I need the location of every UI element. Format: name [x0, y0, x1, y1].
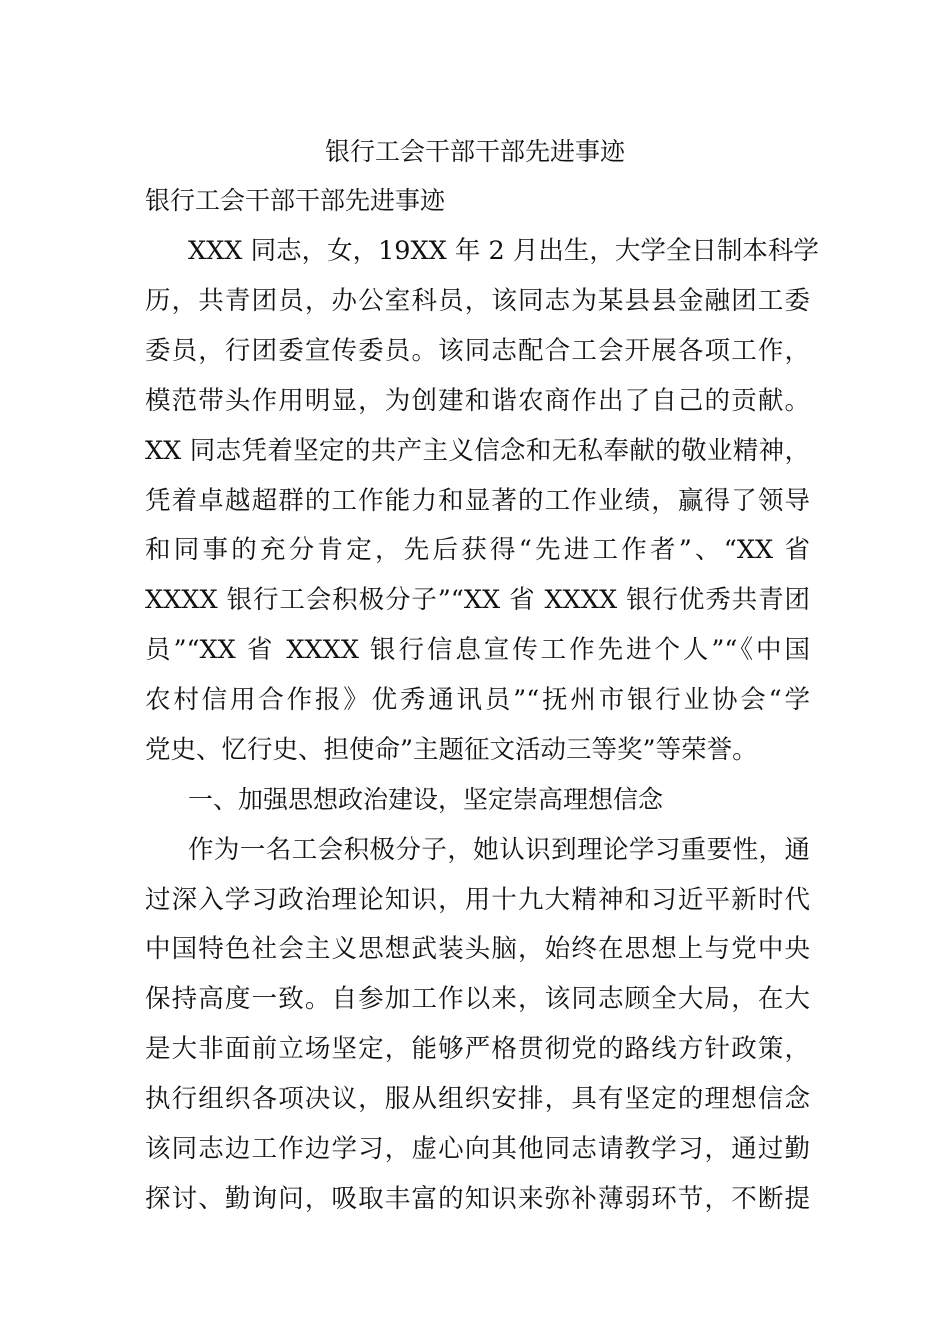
document-title: 银行工会干部干部先进事迹: [324, 137, 625, 166]
paragraph-line: 是大非面前立场坚定，能够严格贯彻党的路线方针政策，: [145, 1034, 810, 1064]
section-heading: 一、加强思想政治建设，坚定崇高理想信念: [188, 785, 664, 814]
paragraph-line: 中国特色社会主义思想武装头脑，始终在思想上与党中央: [145, 934, 810, 964]
paragraph-line: 保持高度一致。自参加工作以来，该同志顾全大局，在大: [145, 984, 810, 1014]
paragraph-line: 党史、忆行史、担使命”主题征文活动三等奖”等荣誉。: [145, 735, 758, 765]
paragraph-line: 农村信用合作报》优秀通讯员”“抚州市银行业协会“学: [145, 685, 810, 715]
paragraph-line: 和同事的充分肯定，先后获得“先进工作者”、“XX 省: [145, 535, 810, 565]
paragraph-line: 作为一名工会积极分子，她认识到理论学习重要性，通: [188, 835, 810, 865]
document-subtitle: 银行工会干部干部先进事迹: [145, 186, 446, 215]
paragraph-line: 模范带头作用明显，为创建和谐农商作出了自己的贡献。: [145, 386, 810, 416]
paragraph-line: 该同志边工作边学习，虚心向其他同志请教学习，通过勤: [145, 1134, 810, 1164]
paragraph-line: 委员，行团委宣传委员。该同志配合工会开展各项工作，: [145, 336, 810, 366]
paragraph-line: 历，共青团员，办公室科员，该同志为某县县金融团工委: [145, 286, 810, 316]
paragraph-line: XXXX 银行工会积极分子”“XX 省 XXXX 银行优秀共青团: [145, 585, 810, 615]
paragraph-line: XXX 同志，女，19XX 年 2 月出生，大学全日制本科学: [188, 236, 819, 266]
paragraph-line: 探讨、勤询问，吸取丰富的知识来弥补薄弱环节，不断提: [145, 1184, 810, 1214]
paragraph-line: 凭着卓越超群的工作能力和显著的工作业绩，赢得了领导: [145, 486, 810, 516]
paragraph-line: XX 同志凭着坚定的共产主义信念和无私奉献的敬业精神，: [145, 436, 810, 466]
paragraph-line: 员”“XX 省 XXXX 银行信息宣传工作先进个人”“《中国: [145, 635, 810, 665]
paragraph-line: 过深入学习政治理论知识，用十九大精神和习近平新时代: [145, 885, 810, 915]
paragraph-line: 执行组织各项决议，服从组织安排，具有坚定的理想信念: [145, 1084, 810, 1114]
